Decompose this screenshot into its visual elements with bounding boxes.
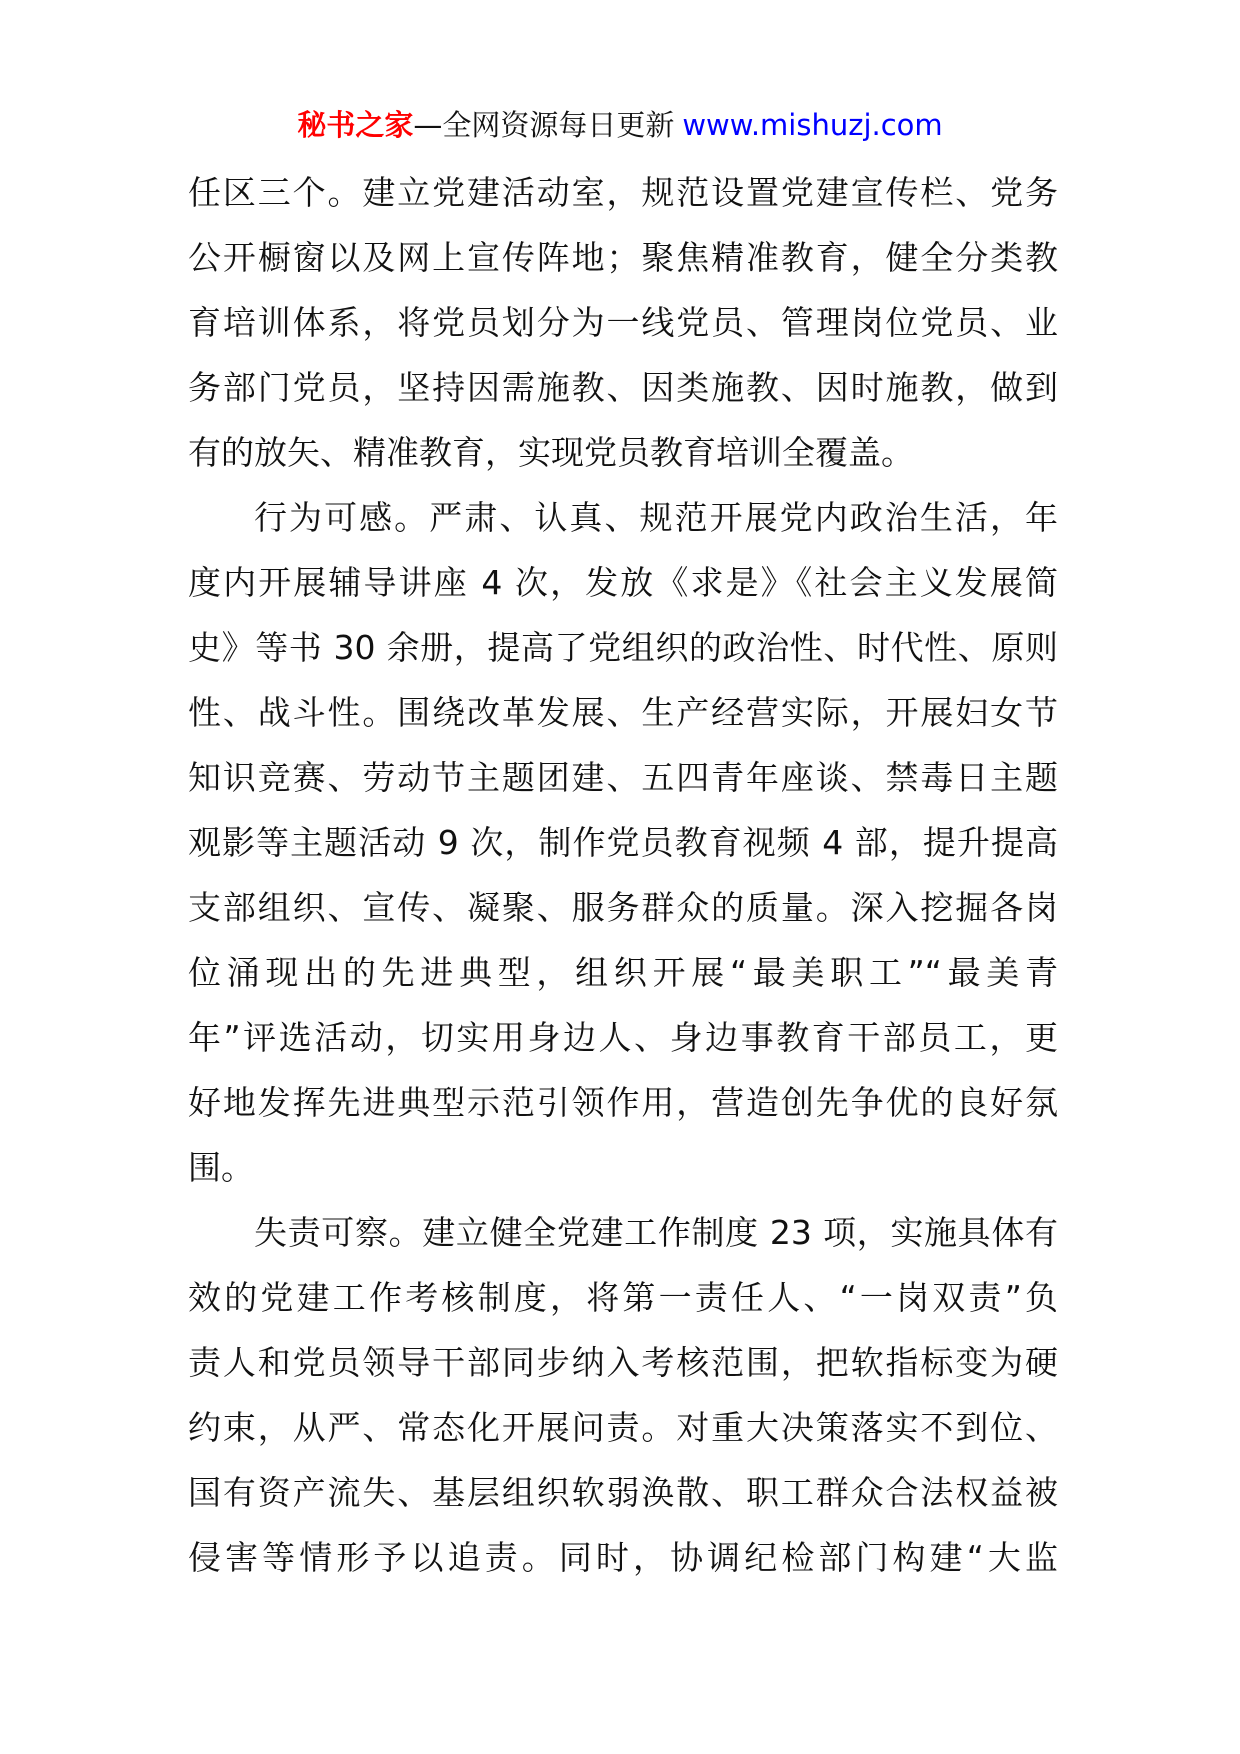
text-line: 围。 bbox=[188, 1148, 254, 1187]
text-line: 史》等书 30 余册，提高了党组织的政治性、时代性、原则 bbox=[188, 628, 1058, 667]
header-tagline: —全网资源每日更新 bbox=[413, 108, 675, 142]
text-line: 知识竞赛、劳动节主题团建、五四青年座谈、禁毒日主题 bbox=[188, 758, 1058, 797]
text-line: 有的放矢、精准教育，实现党员教育培训全覆盖。 bbox=[188, 433, 914, 472]
text-line: 约束，从严、常态化开展问责。对重大决策落实不到位、 bbox=[188, 1408, 1058, 1447]
text-line: 侵害等情形予以追责。同时，协调纪检部门构建“大监 bbox=[188, 1538, 1058, 1577]
text-line: 好地发挥先进典型示范引领作用，营造创先争优的良好氛 bbox=[188, 1083, 1058, 1122]
brand-name: 秘书之家 bbox=[297, 108, 414, 142]
text-line: 位涌现出的先进典型，组织开展“最美职工”“最美青 bbox=[188, 953, 1058, 992]
text-line: 支部组织、宣传、凝聚、服务群众的质量。深入挖掘各岗 bbox=[188, 888, 1058, 927]
text-line: 国有资产流失、基层组织软弱涣散、职工群众合法权益被 bbox=[188, 1473, 1058, 1512]
document-body bbox=[188, 160, 1058, 1590]
text-line: 观影等主题活动 9 次，制作党员教育视频 4 部，提升提高 bbox=[188, 823, 1058, 862]
text-line: 年”评选活动，切实用身边人、身边事教育干部员工，更 bbox=[188, 1018, 1058, 1057]
text-line: 任区三个。建立党建活动室，规范设置党建宣传栏、党务 bbox=[188, 173, 1058, 212]
text-line: 公开橱窗以及网上宣传阵地；聚焦精准教育，健全分类教 bbox=[188, 238, 1058, 277]
paragraph-start-line: 失责可察。建立健全党建工作制度 23 项，实施具体有 bbox=[254, 1213, 1058, 1252]
page-header bbox=[0, 103, 1240, 147]
text-line: 性、战斗性。围绕改革发展、生产经营实际，开展妇女节 bbox=[188, 693, 1058, 732]
paragraph-start-line: 行为可感。严肃、认真、规范开展党内政治生活，年 bbox=[254, 498, 1058, 537]
site-url[interactable]: www.mishuzj.com bbox=[682, 108, 943, 142]
text-line: 育培训体系，将党员划分为一线党员、管理岗位党员、业 bbox=[188, 303, 1058, 342]
text-line: 务部门党员，坚持因需施教、因类施教、因时施教，做到 bbox=[188, 368, 1058, 407]
text-line: 效的党建工作考核制度，将第一责任人、“一岗双责”负 bbox=[188, 1278, 1058, 1317]
text-line: 责人和党员领导干部同步纳入考核范围，把软指标变为硬 bbox=[188, 1343, 1058, 1382]
text-line: 度内开展辅导讲座 4 次，发放《求是》《社会主义发展简 bbox=[188, 563, 1058, 602]
